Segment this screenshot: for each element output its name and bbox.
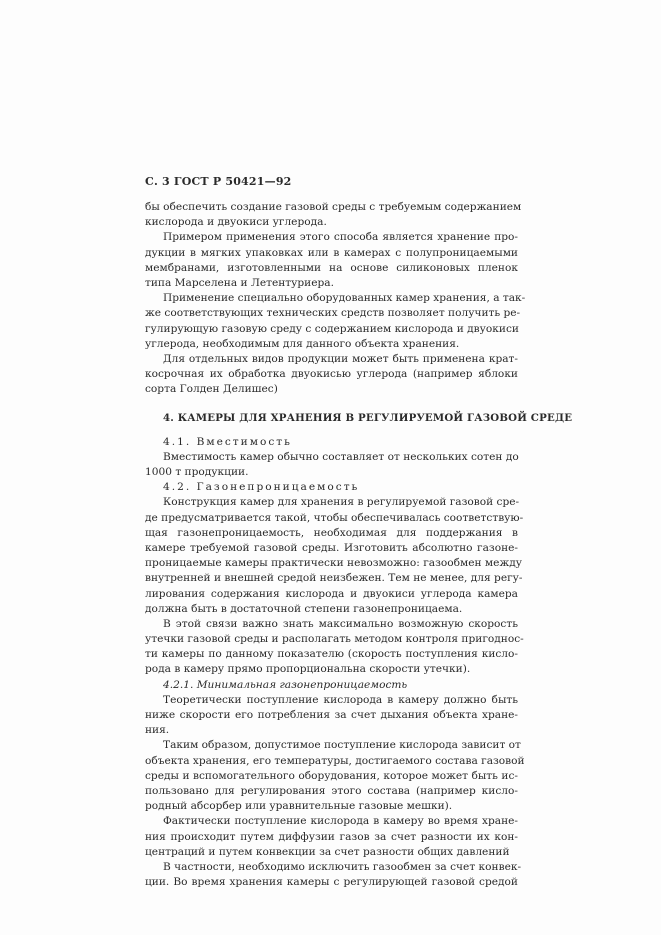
text-line: же соответствующих технических средств позволяет получить ре- bbox=[145, 307, 521, 320]
text-line: родный абсорбер или уравнительные газовые мешки). bbox=[145, 800, 453, 813]
paragraph-start: Конструкция камер для хранения в регулируемой газовой сре- bbox=[163, 496, 520, 509]
text-line: утечки газовой среды и располагать методом контроля пригоднос- bbox=[145, 633, 524, 646]
text-line: мембранами, изготовленными на основе силиконовых пленок bbox=[145, 261, 518, 274]
text-line: среды и вспомогательного оборудования, которое может быть ис- bbox=[145, 769, 518, 782]
subsection-heading: 4.2. Газонепроницаемость bbox=[163, 481, 360, 494]
paragraph-start: Вместимость камер обычно составляет от нескольких сотен до bbox=[163, 450, 519, 463]
subsubsection-heading: 4.2.1. Минимальная газонепроницаемость bbox=[163, 678, 408, 691]
paragraph-start: Применение специально оборудованных камер хранения, а так- bbox=[163, 292, 526, 305]
section-heading: 4. КАМЕРЫ ДЛЯ ХРАНЕНИЯ В РЕГУЛИРУЕМОЙ ГАЗОВОЙ СРЕДЕ bbox=[163, 412, 573, 425]
text-line: лирования содержания кислорода и двуокиси углерода камера bbox=[145, 587, 518, 600]
text-line: кислорода и двуокиси углерода. bbox=[145, 216, 327, 229]
text-line: камере требуемой газовой среды. Изготовить абсолютно газоне- bbox=[145, 541, 518, 554]
page-body bbox=[145, 200, 573, 890]
text-line: пользовано для регулирования этого состава (например кисло- bbox=[145, 784, 518, 797]
text-line: дукции в мягких упаковках или в камерах с полупроницаемыми bbox=[145, 246, 518, 259]
text-line: ти камеры по данному показателю (скорость поступления кисло- bbox=[145, 648, 518, 661]
paragraph-start: В частности, необходимо исключить газообмен за счет конвек- bbox=[163, 860, 522, 873]
text-line: проницаемые камеры практически невозможно: газообмен между bbox=[145, 557, 522, 570]
text-line: 1000 т продукции. bbox=[145, 466, 249, 478]
text-line: бы обеспечить создание газовой среды с требуемым содержанием bbox=[145, 201, 522, 213]
subsection-heading: 4.1. Вместимость bbox=[163, 435, 292, 448]
text-line: объекта хранения, его температуры, достигаемого состава газовой bbox=[145, 754, 525, 767]
text-line: щая газонепроницаемость, необходимая для поддержания в bbox=[145, 526, 518, 539]
text-line: сорта Голден Делишес) bbox=[145, 383, 278, 396]
text-line: внутренней и внешней средой неизбежен. Тем не менее, для регу- bbox=[145, 572, 523, 585]
text-line: ния. bbox=[145, 724, 170, 737]
paragraph-start: Фактически поступление кислорода в камеру во время хране- bbox=[163, 815, 518, 828]
paragraph-start: В этой связи важно знать максимально возможную скорость bbox=[163, 617, 518, 630]
text-line: гулирующую газовую среду с содержанием кислорода и двуокиси bbox=[145, 322, 519, 335]
text-line: ния происходит путем диффузии газов за счет разности их кон- bbox=[145, 830, 518, 843]
text-line: де предусматривается такой, чтобы обеспечивалась соответствую- bbox=[145, 511, 524, 524]
paragraph-start: Для отдельных видов продукции может быть применена крат- bbox=[163, 352, 518, 365]
text-line: центраций и путем конвекции за счет разности общих давлений bbox=[145, 845, 510, 858]
text-line: углерода, необходимым для данного объекта хранения. bbox=[145, 337, 460, 350]
text-line: ниже скорости его потребления за счет дыхания объекта хране- bbox=[145, 709, 518, 721]
paragraph-start: Таким образом, допустимое поступление кислорода зависит от bbox=[163, 739, 521, 752]
page-header: С. 3 ГОСТ Р 50421—92 bbox=[145, 175, 292, 188]
text-line: типа Марселена и Летентуриера. bbox=[145, 276, 334, 289]
text-line: рода в камеру прямо пропорциональна скорости утечки). bbox=[145, 663, 471, 676]
text-line: косрочная их обработка двуокисью углерода (например яблоки bbox=[145, 368, 518, 381]
paragraph-start: Теоретически поступление кислорода в камеру должно быть bbox=[163, 693, 518, 706]
text-line: ции. Во время хранения камеры с регулирующей газовой средой bbox=[145, 876, 518, 889]
paragraph-start: Примером применения этого способа является хранение про- bbox=[163, 231, 518, 244]
text-line: должна быть в достаточной степени газонепроницаема. bbox=[145, 602, 463, 615]
